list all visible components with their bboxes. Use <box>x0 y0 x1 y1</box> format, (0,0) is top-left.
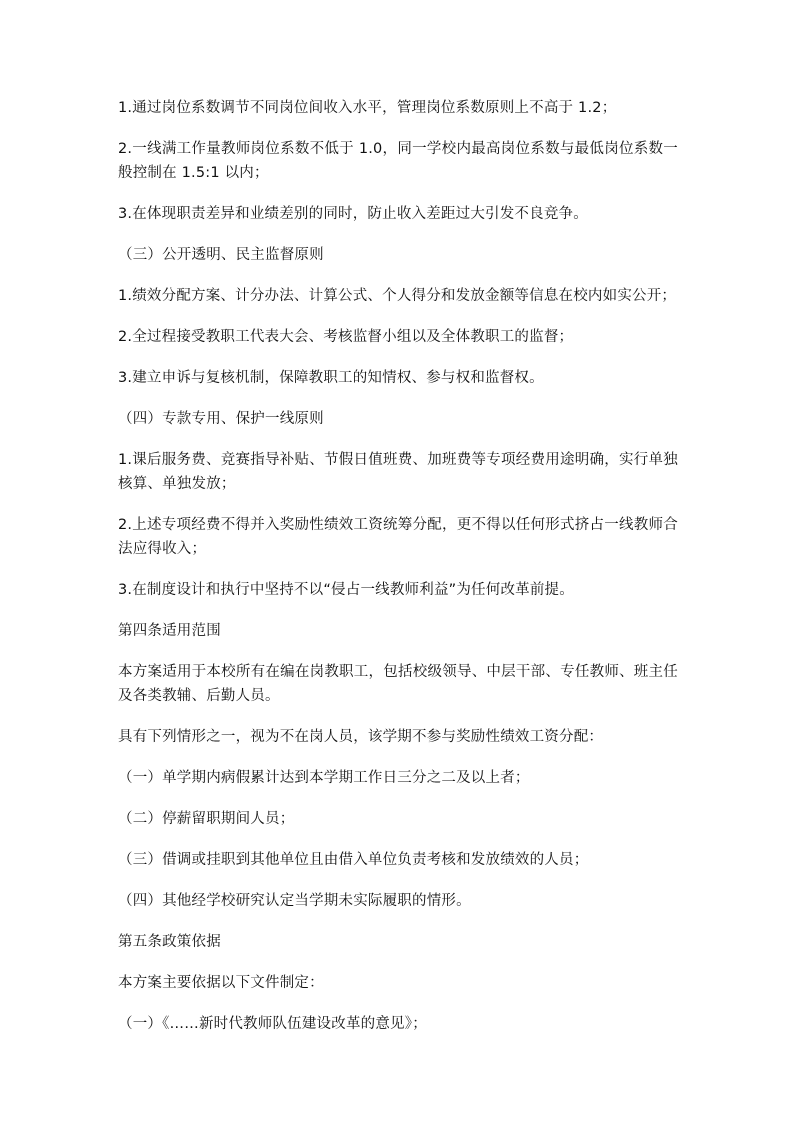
paragraph-4-2: 2.全过程接受教职工代表大会、考核监督小组以及全体教职工的监督； <box>118 329 574 345</box>
paragraph-5-3: 3.在制度设计和执行中坚持不以“侵占一线教师利益”为任何改革前提。 <box>118 582 574 598</box>
paragraph-5-1: 1.课后服务费、竞赛指导补贴、节假日值班费、加班费等专项经费用途明确，实行单独核算、单独发放； <box>118 452 678 492</box>
exclusion-item-3: （三）借调或挂职到其他单位且由借入单位负责考核和发放绩效的人员； <box>118 852 589 868</box>
section-heading-4: （四）专款专用、保护一线原则 <box>118 411 324 427</box>
paragraph-3-2: 2.一线满工作量教师岗位系数不低于 1.0，同一学校内最高岗位系数与最低岗位系数一般控制在 1.5:1 以内； <box>118 141 678 181</box>
exclusion-item-4: （四）其他经学校研究认定当学期未实际履职的情形。 <box>118 893 471 909</box>
paragraph-4-3: 3.建立申诉与复核机制，保障教职工的知情权、参与权和监督权。 <box>118 370 544 386</box>
paragraph-5-2: 2.上述专项经费不得并入奖励性绩效工资统筹分配，更不得以任何形式挤占一线教师合法应得收入； <box>118 517 678 557</box>
article-5-intro: 本方案主要依据以下文件制定： <box>118 975 324 991</box>
article-4-scope: 本方案适用于本校所有在编在岗教职工，包括校级领导、中层干部、专任教师、班主任及各类教辅、后勤人员。 <box>118 664 678 704</box>
section-heading-3: （三）公开透明、民主监督原则 <box>118 247 324 263</box>
paragraph-3-1: 1.通过岗位系数调节不同岗位间收入水平，管理岗位系数原则上不高于 1.2； <box>118 100 617 116</box>
exclusion-item-1: （一）单学期内病假累计达到本学期工作日三分之二及以上者； <box>118 770 530 786</box>
basis-item-1: （一）《……新时代教师队伍建设改革的意见》； <box>118 1016 427 1032</box>
article-5-heading: 第五条政策依据 <box>118 934 221 950</box>
article-4-heading: 第四条适用范围 <box>118 623 221 639</box>
paragraph-4-1: 1.绩效分配方案、计分办法、计算公式、个人得分和发放金额等信息在校内如实公开； <box>118 288 677 304</box>
article-4-exclusion-intro: 具有下列情形之一，视为不在岗人员，该学期不参与奖励性绩效工资分配： <box>118 729 604 745</box>
document-body <box>118 96 678 1053</box>
exclusion-item-2: （二）停薪留职期间人员； <box>118 811 295 827</box>
paragraph-3-3: 3.在体现职责差异和业绩差别的同时，防止收入差距过大引发不良竞争。 <box>118 206 588 222</box>
